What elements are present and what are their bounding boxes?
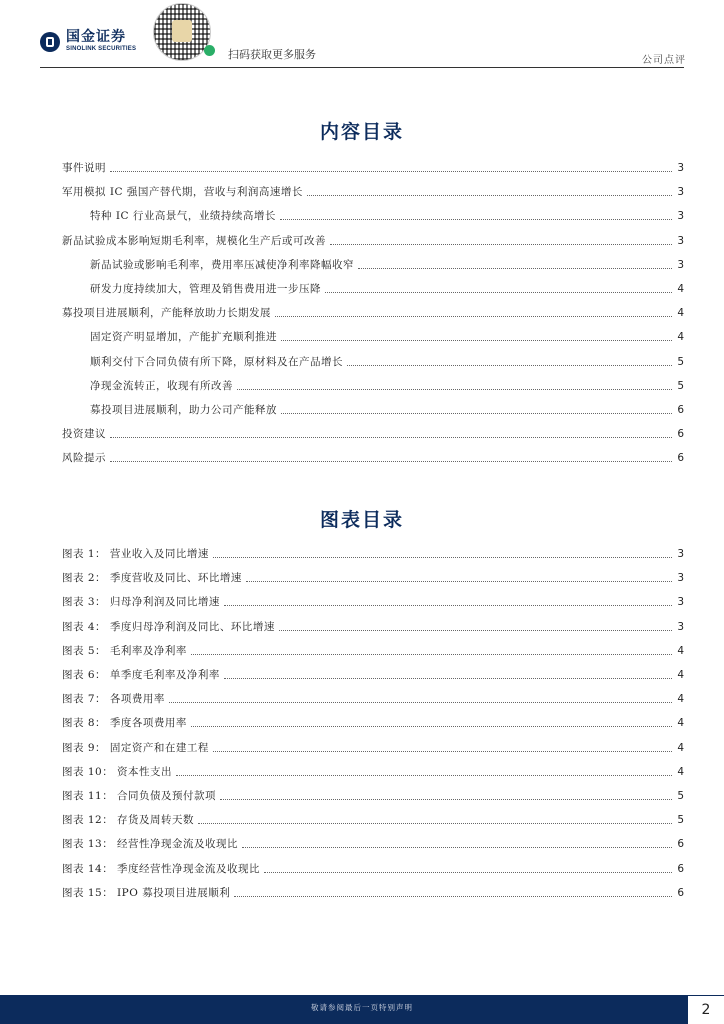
- figures-item-text: 图表 14： 季度经营性净现金流及收现比: [62, 862, 261, 875]
- figures-item-text: 图表 2： 季度营收及同比、环比增速: [62, 572, 242, 585]
- header-divider: [40, 67, 684, 68]
- contents-item-text: 募投项目进展顺利，助力公司产能释放: [90, 404, 277, 416]
- figures-item-page: 3: [677, 548, 684, 560]
- figures-item[interactable]: [62, 835, 684, 851]
- figures-item-page: 3: [677, 572, 684, 585]
- figures-item-text: 图表 13： 经营性净现金流及收现比: [62, 838, 239, 851]
- dot-leader: [224, 604, 672, 606]
- dot-leader: [280, 218, 672, 220]
- dot-leader: [213, 556, 672, 558]
- contents-item-text: 投资建议: [62, 428, 106, 441]
- contents-item-page: 3: [677, 234, 684, 247]
- contents-item-text: 净现金流转正，收现有所改善: [90, 379, 233, 392]
- dot-leader: [246, 580, 672, 582]
- dot-leader: [191, 725, 672, 727]
- figures-item-text: 图表 6： 单季度毛利率及净利率: [62, 669, 220, 681]
- logo-name-cn: 国金证券: [66, 29, 126, 45]
- figures-item-page: 4: [677, 644, 684, 657]
- figures-item-page: 6: [677, 886, 684, 899]
- dot-leader: [110, 436, 672, 438]
- contents-item-text: 特种 IC 行业高景气，业绩持续高增长: [90, 210, 276, 223]
- contents-item-text: 研发力度持续加大，管理及销售费用进一步压降: [90, 283, 321, 295]
- dot-leader: [330, 243, 672, 245]
- contents-item[interactable]: [90, 256, 684, 272]
- figures-item-page: 5: [677, 790, 684, 802]
- figures-item-page: 4: [677, 669, 684, 681]
- figures-item-text: 图表 10： 资本性支出: [62, 765, 173, 778]
- figures-title: 图表目录: [319, 509, 404, 531]
- contents-item-page: 6: [677, 428, 684, 441]
- contents-item[interactable]: [62, 425, 684, 441]
- contents-item[interactable]: [90, 207, 684, 223]
- contents-item-text: 顺利交付下合同负债有所下降，原材料及在产品增长: [90, 355, 343, 368]
- contents-item-page: 5: [677, 379, 684, 392]
- report-type-label: 公司点评: [642, 55, 686, 66]
- figures-item-text: 图表 3： 归母净利润及同比增速: [62, 596, 220, 609]
- figures-item-text: 图表 4： 季度归母净利润及同比、环比增速: [62, 620, 275, 633]
- logo-name-en: SINOLINK SECURITIES: [66, 46, 137, 52]
- figures-item[interactable]: [62, 642, 684, 658]
- figures-item[interactable]: [62, 690, 684, 706]
- contents-item[interactable]: [90, 280, 684, 296]
- page-number: 2: [688, 996, 724, 1024]
- figures-item-text: 图表 15： IPO 募投项目进展顺利: [62, 886, 231, 899]
- contents-item-page: 3: [677, 258, 684, 271]
- contents-item-page: 6: [677, 452, 684, 465]
- contents-item-text: 新品试验或影响毛利率，费用率压减使净利率降幅收窄: [90, 258, 354, 271]
- sinolink-logo-icon: [40, 32, 60, 52]
- dot-leader: [242, 846, 672, 848]
- dot-leader: [237, 388, 672, 390]
- contents-item[interactable]: [62, 449, 684, 465]
- figures-item[interactable]: [62, 739, 684, 755]
- sinolink-logo: [40, 30, 136, 53]
- figures-item[interactable]: [62, 714, 684, 730]
- dot-leader: [234, 895, 672, 897]
- dot-leader: [358, 267, 672, 269]
- contents-item[interactable]: [62, 159, 684, 175]
- dot-leader: [213, 750, 672, 752]
- dot-leader: [110, 460, 672, 462]
- figures-item[interactable]: [62, 593, 684, 609]
- contents-item-page: 3: [677, 162, 684, 174]
- dot-leader: [307, 194, 672, 196]
- figures-item-page: 4: [677, 765, 684, 778]
- dot-leader: [264, 871, 672, 873]
- figures-item[interactable]: [62, 811, 684, 827]
- contents-item-text: 募投项目进展顺利，产能释放助力长期发展: [62, 307, 271, 320]
- dot-leader: [169, 701, 672, 703]
- dot-leader: [281, 339, 672, 341]
- figures-item-text: 图表 11： 合同负债及预付款项: [62, 790, 217, 802]
- contents-item-text: 风险提示: [62, 452, 106, 465]
- contents-item[interactable]: [62, 183, 684, 199]
- dot-leader: [325, 291, 672, 293]
- figures-item-page: 6: [677, 838, 684, 851]
- figures-item[interactable]: [62, 569, 684, 585]
- figures-item[interactable]: [62, 666, 684, 682]
- figures-item[interactable]: [62, 618, 684, 634]
- figures-item[interactable]: [62, 787, 684, 803]
- qr-code-icon[interactable]: [153, 3, 211, 61]
- contents-item-text: 新品试验成本影响短期毛利率，规模化生产后或可改善: [62, 234, 326, 247]
- contents-item-page: 3: [677, 186, 684, 199]
- contents-item[interactable]: [90, 328, 684, 344]
- figures-item[interactable]: [62, 884, 684, 900]
- figures-item-page: 4: [677, 741, 684, 754]
- contents-item-page: 6: [677, 404, 684, 416]
- dot-leader: [191, 653, 672, 655]
- figures-item-page: 3: [677, 620, 684, 633]
- contents-item[interactable]: [90, 353, 684, 369]
- contents-item-text: 事件说明: [62, 162, 106, 174]
- contents-item[interactable]: [90, 377, 684, 393]
- figures-item-text: 图表 8： 季度各项费用率: [62, 717, 187, 730]
- dot-leader: [281, 412, 672, 414]
- scan-service-text: 扫码获取更多服务: [228, 48, 316, 61]
- dot-leader: [279, 629, 672, 631]
- contents-item-page: 5: [677, 355, 684, 368]
- figures-item-page: 6: [677, 862, 684, 875]
- contents-item[interactable]: [62, 232, 684, 248]
- dot-leader: [220, 798, 672, 800]
- figures-item[interactable]: [62, 860, 684, 876]
- figures-item[interactable]: [62, 763, 684, 779]
- figures-item-text: 图表 7： 各项费用率: [62, 693, 165, 706]
- dot-leader: [224, 677, 672, 679]
- dot-leader: [110, 170, 672, 172]
- footer-disclaimer: 敬请参阅最后一页特别声明: [311, 1003, 413, 1012]
- figures-item-text: 图表 1： 营业收入及同比增速: [62, 548, 209, 560]
- dot-leader: [347, 364, 672, 366]
- figures-item-page: 4: [677, 693, 684, 706]
- figures-item-text: 图表 9： 固定资产和在建工程: [62, 741, 209, 754]
- contents-item-page: 3: [677, 210, 684, 223]
- contents-item-page: 4: [677, 283, 684, 295]
- figures-item-page: 5: [677, 814, 684, 827]
- wechat-icon: [204, 45, 215, 56]
- figures-item-text: 图表 12： 存货及周转天数: [62, 814, 195, 827]
- figures-item-page: 3: [677, 596, 684, 609]
- dot-leader: [198, 822, 672, 824]
- dot-leader: [275, 315, 672, 317]
- figures-item-page: 4: [677, 717, 684, 730]
- contents-item-text: 军用模拟 IC 强国产替代期，营收与利润高速增长: [62, 186, 303, 199]
- page-header: [0, 0, 724, 70]
- figures-item[interactable]: [62, 545, 684, 561]
- contents-item-page: 4: [677, 331, 684, 344]
- contents-item[interactable]: [62, 304, 684, 320]
- contents-item-page: 4: [677, 307, 684, 320]
- contents-item[interactable]: [90, 401, 684, 417]
- figures-item-text: 图表 5： 毛利率及净利率: [62, 644, 187, 657]
- contents-item-text: 固定资产明显增加，产能扩充顺利推进: [90, 331, 277, 344]
- contents-title: 内容目录: [319, 121, 404, 143]
- dot-leader: [176, 774, 672, 776]
